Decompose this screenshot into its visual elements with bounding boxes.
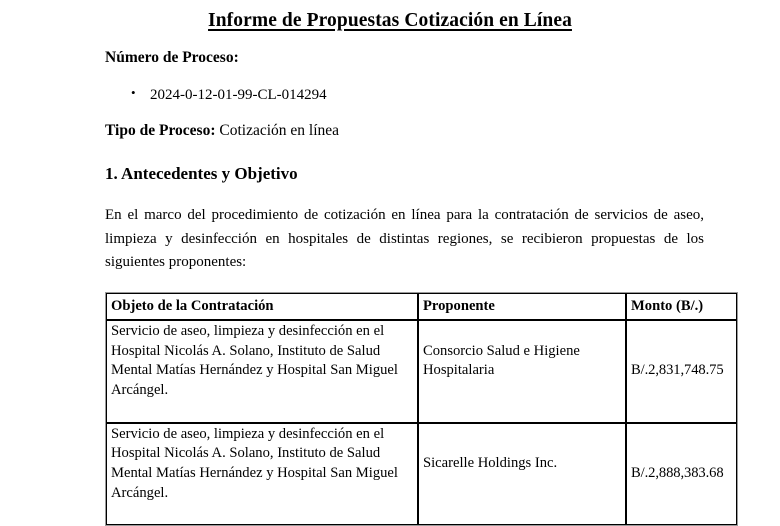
document-body (0, 49, 780, 275)
cell-proponente-text: Sicarelle Holdings Inc. (423, 455, 558, 472)
page-title (0, 0, 780, 31)
numero-de-proceso-label: Número de Proceso: (105, 49, 239, 67)
table-header-row (106, 293, 737, 320)
cell-objeto-text: Servicio de aseo, limpieza y desinfección en el Hospital Nicolás A. Solano, Instituto de Salud Mental Matías Hernández y Hospital San Miguel Arcángel. (111, 323, 398, 399)
antecedentes-paragraph: En el marco del procedimiento de cotización en línea para la contratación de servicios de aseo, limpieza y desinfección en hospitales de distintas regiones, se recibieron propuestas de los siguientes proponentes: (105, 207, 704, 271)
tipo-de-proceso-value: Cotización en línea (219, 122, 340, 140)
table-row (106, 320, 737, 422)
tipo-de-proceso-line (105, 122, 740, 141)
table-header (106, 293, 737, 320)
proposals-table (105, 292, 738, 526)
tipo-de-proceso-label: Tipo de Proceso: (105, 122, 216, 140)
list-item: • 2024-0-12-01-99-CL-014294 (105, 86, 740, 104)
page-title-text: Informe de Propuestas Cotización en Línea (208, 10, 572, 31)
cell-objeto-text: Servicio de aseo, limpieza y desinfección en el Hospital Nicolás A. Solano, Instituto de Salud Mental Matías Hernández y Hospital San Miguel Arcángel. (111, 425, 398, 501)
section-heading-antecedentes: 1. Antecedentes y Objetivo (105, 163, 298, 183)
table-body (106, 320, 737, 525)
cell-objeto (106, 423, 418, 525)
proposals-table-container (0, 292, 780, 526)
cell-proponente (418, 320, 626, 422)
column-header-objeto: Objeto de la Contratación (106, 293, 418, 320)
table-row (106, 423, 737, 525)
cell-proponente-text: Consorcio Salud e Higiene Hospitalaria (423, 342, 580, 379)
cell-monto: B/.2,831,748.75 (626, 320, 737, 422)
cell-objeto (106, 320, 418, 422)
cell-monto: B/.2,888,383.68 (626, 423, 737, 525)
cell-proponente (418, 423, 626, 525)
numero-de-proceso-list (105, 86, 740, 104)
column-header-monto: Monto (B/.) (626, 293, 737, 320)
column-header-proponente: Proponente (418, 293, 626, 320)
